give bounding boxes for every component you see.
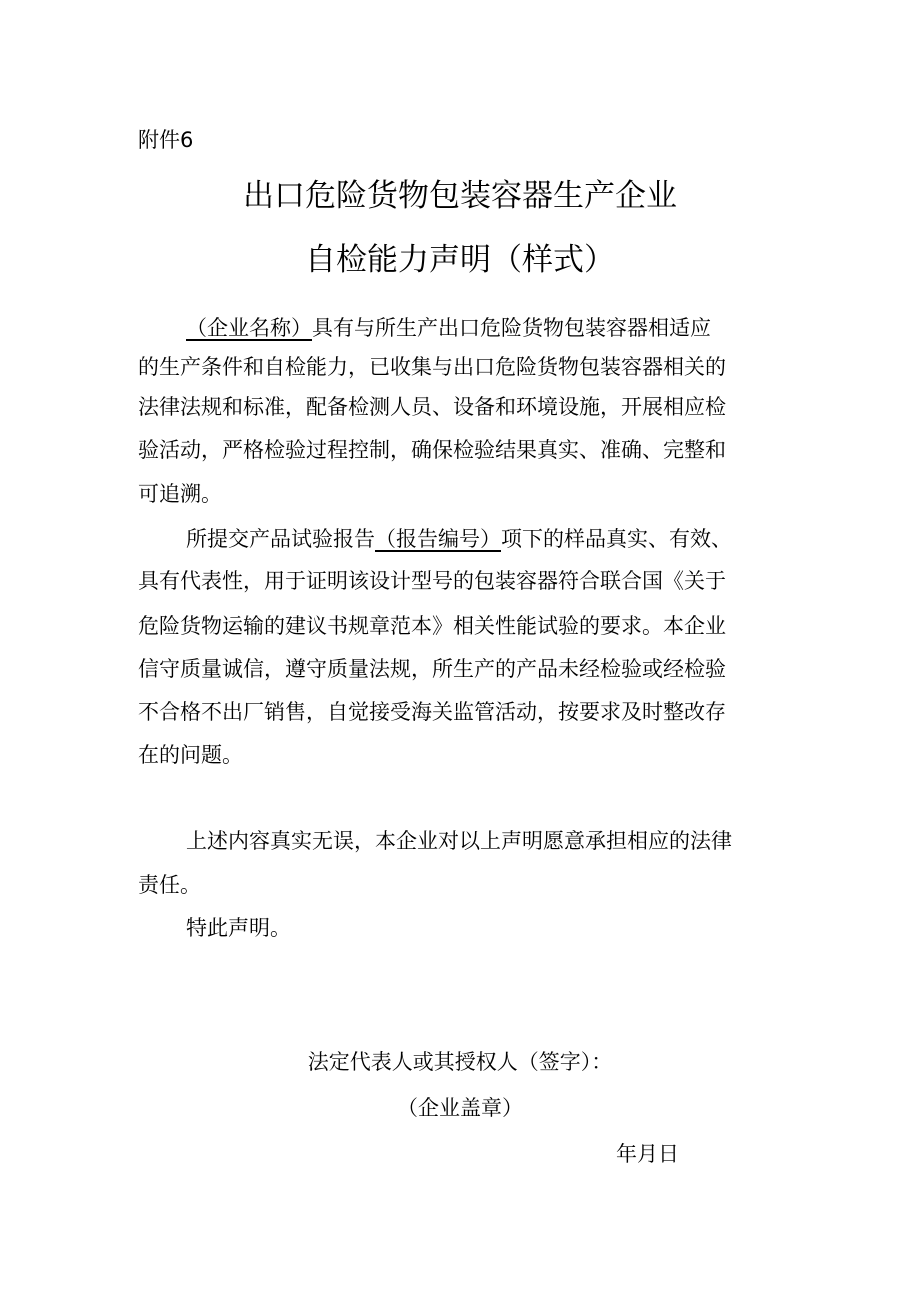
- paragraph2-line3: 危险货物运输的建议书规章范本》相关性能试验的要求。本企业: [138, 614, 726, 638]
- company-seal-label: （企业盖章）: [397, 1096, 523, 1120]
- paragraph1-line2: 的生产条件和自检能力，已收集与出口危险货物包装容器相关的: [138, 355, 726, 379]
- signature-label: 法定代表人或其授权人（签字）：: [307, 1050, 613, 1074]
- attachment-label: 附件6: [138, 128, 194, 152]
- paragraph2-line2: 具有代表性，用于证明该设计型号的包装容器符合联合国《关于: [138, 569, 726, 593]
- paragraph2-line1-text: 项下的样品真实、有效、: [501, 527, 732, 551]
- closing-statement: 特此声明。: [186, 916, 291, 940]
- paragraph2-line5: 不合格不出厂销售，自觉接受海关监管活动，按要求及时整改存: [138, 700, 726, 724]
- paragraph2-line1: [186, 525, 732, 553]
- paragraph2-line4: 信守质量诚信，遵守质量法规，所生产的产品未经检验或经检验: [138, 657, 726, 681]
- paragraph3-line2: 责任。: [138, 873, 201, 897]
- paragraph1-line1-text: 具有与所生产出口危险货物包装容器相适应: [312, 316, 711, 340]
- company-name-placeholder: （企业名称）: [186, 316, 312, 340]
- date-label: 年月日: [616, 1142, 679, 1166]
- paragraph2-line6: 在的问题。: [138, 743, 243, 767]
- paragraph3-line1: 上述内容真实无误，本企业对以上声明愿意承担相应的法律: [186, 829, 732, 853]
- document-title-line2: 自检能力声明（样式）: [305, 242, 615, 278]
- document-title-line1: 出口危险货物包装容器生产企业: [243, 178, 677, 214]
- paragraph1-line3: 法律法规和标准，配备检测人员、设备和环境设施，开展相应检: [138, 395, 726, 419]
- paragraph1-line1: [186, 314, 711, 342]
- report-number-placeholder: （报告编号）: [375, 527, 501, 551]
- paragraph1-line5: 可追溯。: [138, 482, 222, 506]
- paragraph2-line1-start: 所提交产品试验报告: [186, 527, 375, 551]
- paragraph1-line4: 验活动，严格检验过程控制，确保检验结果真实、准确、完整和: [138, 438, 726, 462]
